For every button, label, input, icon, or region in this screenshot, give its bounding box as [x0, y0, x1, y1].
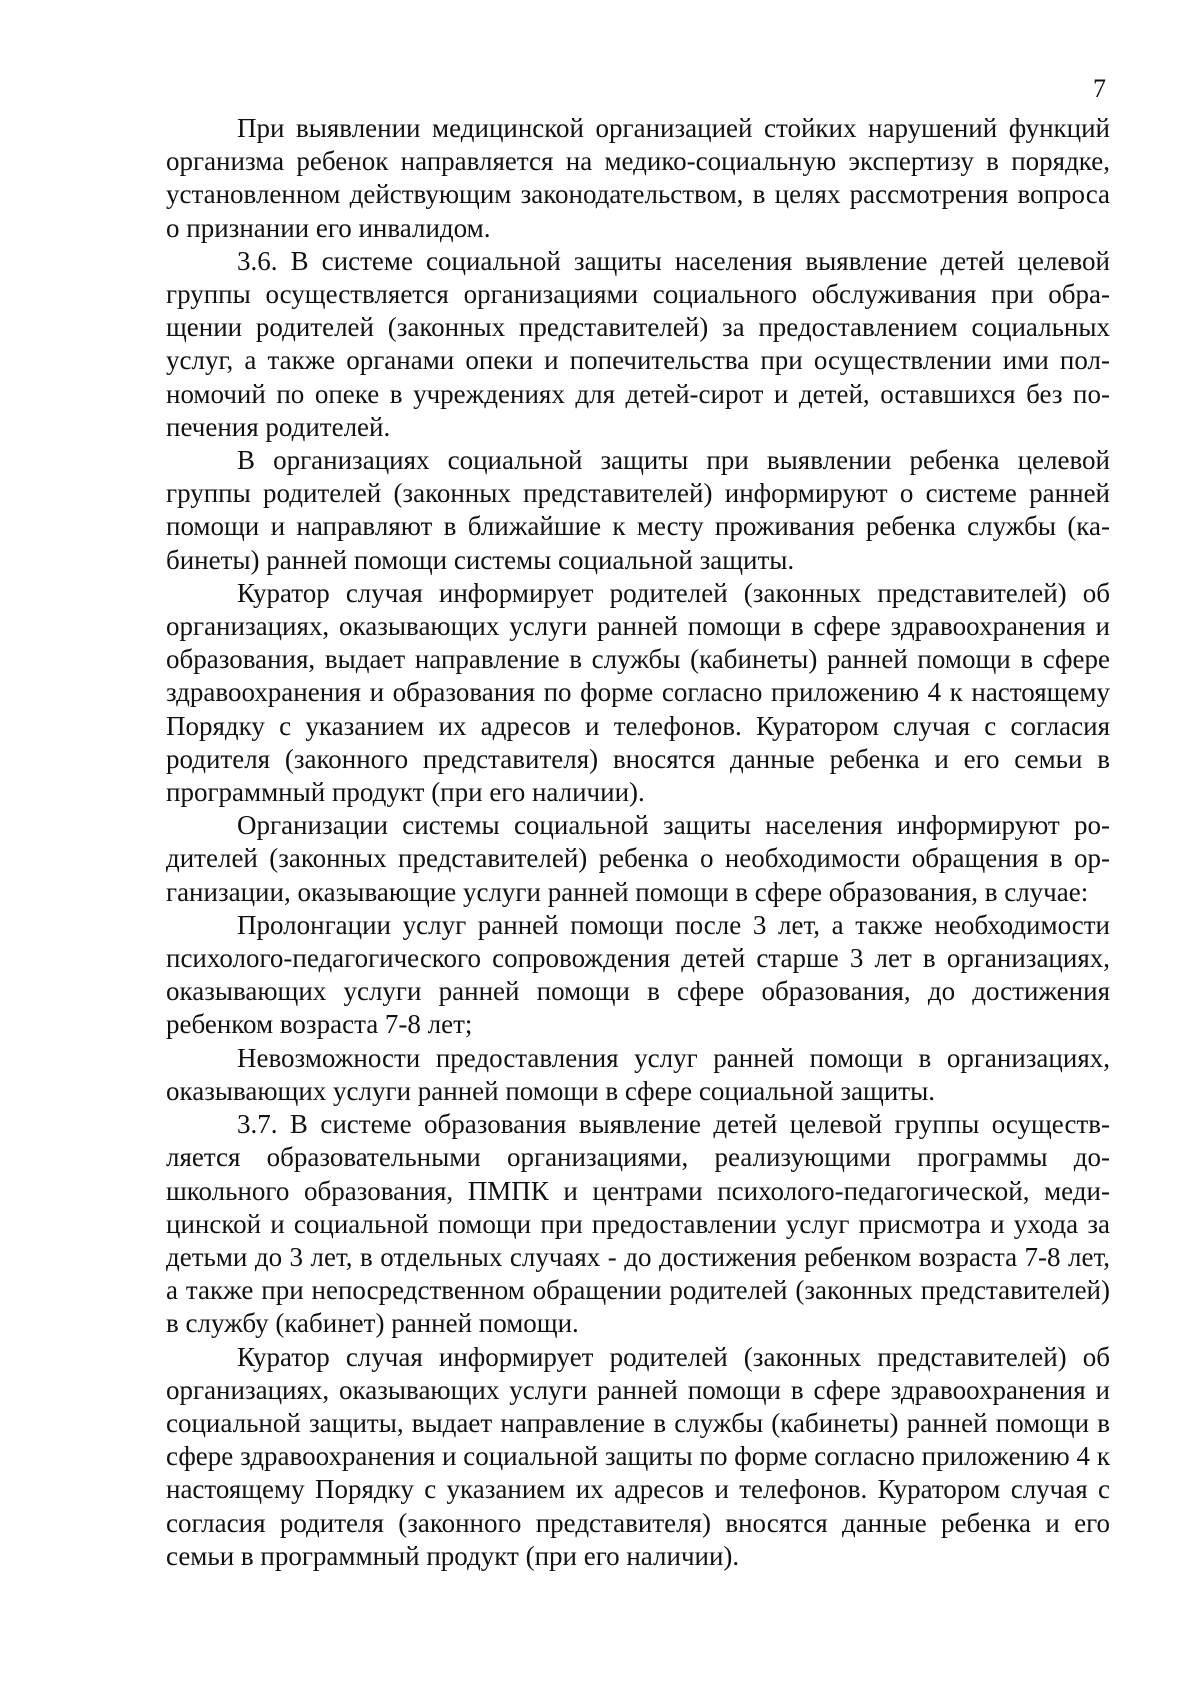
paragraph-curator-social: Куратор случая информирует родителей (законных представителей) об организациях, оказывающих услуги ранней помощи в сфере здравоохранения и образования, выдает направление в службы (кабинеты) ранней помощи в сфере здравоохранения и образования по форме согласно приложению 4 к настоящему Порядку с указанием их адресов и телефонов. Куратором случая с согласия родителя (законного представителя) вносятся данные ребенка и его семьи в программный продукт (при его наличии). [166, 577, 1110, 808]
page-number: 7 [1093, 74, 1106, 103]
paragraph-medical-expertise: При выявлении медицинской организацией стойких нарушений функций организма ребенок направляется на медико-социальную экспертизу в порядке, установленном действующим законодательством, в целях рассмотрения вопроса о признании его инвалидом. [166, 113, 1110, 243]
paragraph-curator-education: Куратор случая информирует родителей (законных представителей) об организациях, оказывающих услуги ранней помощи в сфере здравоохранения и социальной защиты, выдает направление в службы (кабинеты) ранней помощи в сфере здравоохранения и социальной защиты по форме согласно приложению 4 к настоящему Порядку с указанием их адресов и телефонов. Куратором случая с согласия родителя (законного представителя) вносятся данные ребенка и его семьи в программный продукт (при его наличии). [166, 1341, 1110, 1571]
paragraph-inform-parents: Организации системы социальной защиты населения информируют родителей (законных представителей) ребенка о необходимости обращения в организации, оказывающие услуги ранней помощи в сфере образования, в случае: [166, 810, 1110, 907]
paragraph-3-6-social-protection: 3.6. В системе социальной защиты населения выявление детей целевой группы осуществляется организациями социального обслуживания при обращении родителей (законных представителей) за предоставлением социальных услуг, а также органами опеки и попечительства при осуществлении ими полномочий по опеке в учреждениях для детей-сирот и детей, оставшихся без попечения родителей. [166, 245, 1110, 442]
paragraph-3-7-education: 3.7. В системе образования выявление детей целевой группы осуществляется образовательными организациями, реализующими программы дошкольного образования, ПМПК и центрами психолого-педагогической, медицинской и социальной помощи при предоставлении услуг присмотра и ухода за детьми до 3 лет, в отдельных случаях - до достижения ребенком возраста 7-8 лет, а также при непосредственном обращении родителей (законных представителей) в службу (кабинет) ранней помощи. [166, 1109, 1110, 1339]
document-body [166, 112, 1110, 1573]
paragraph-prolongation: Пролонгации услуг ранней помощи после 3 лет, а также необходимости психолого-педагогического сопровождения детей старше 3 лет в организациях, оказывающих услуги ранней помощи в сфере образования, до достижения ребенком возраста 7-8 лет; [166, 909, 1110, 1040]
paragraph-impossibility: Невозможности предоставления услуг ранней помощи в организациях, оказывающих услуги ранней помощи в сфере социальной защиты. [166, 1042, 1110, 1106]
paragraph-social-organizations: В организациях социальной защиты при выявлении ребенка целевой группы родителей (законных представителей) информируют о системе ранней помощи и направляют в ближайшие к месту проживания ребенка службы (кабинеты) ранней помощи системы социальной защиты. [166, 445, 1110, 575]
